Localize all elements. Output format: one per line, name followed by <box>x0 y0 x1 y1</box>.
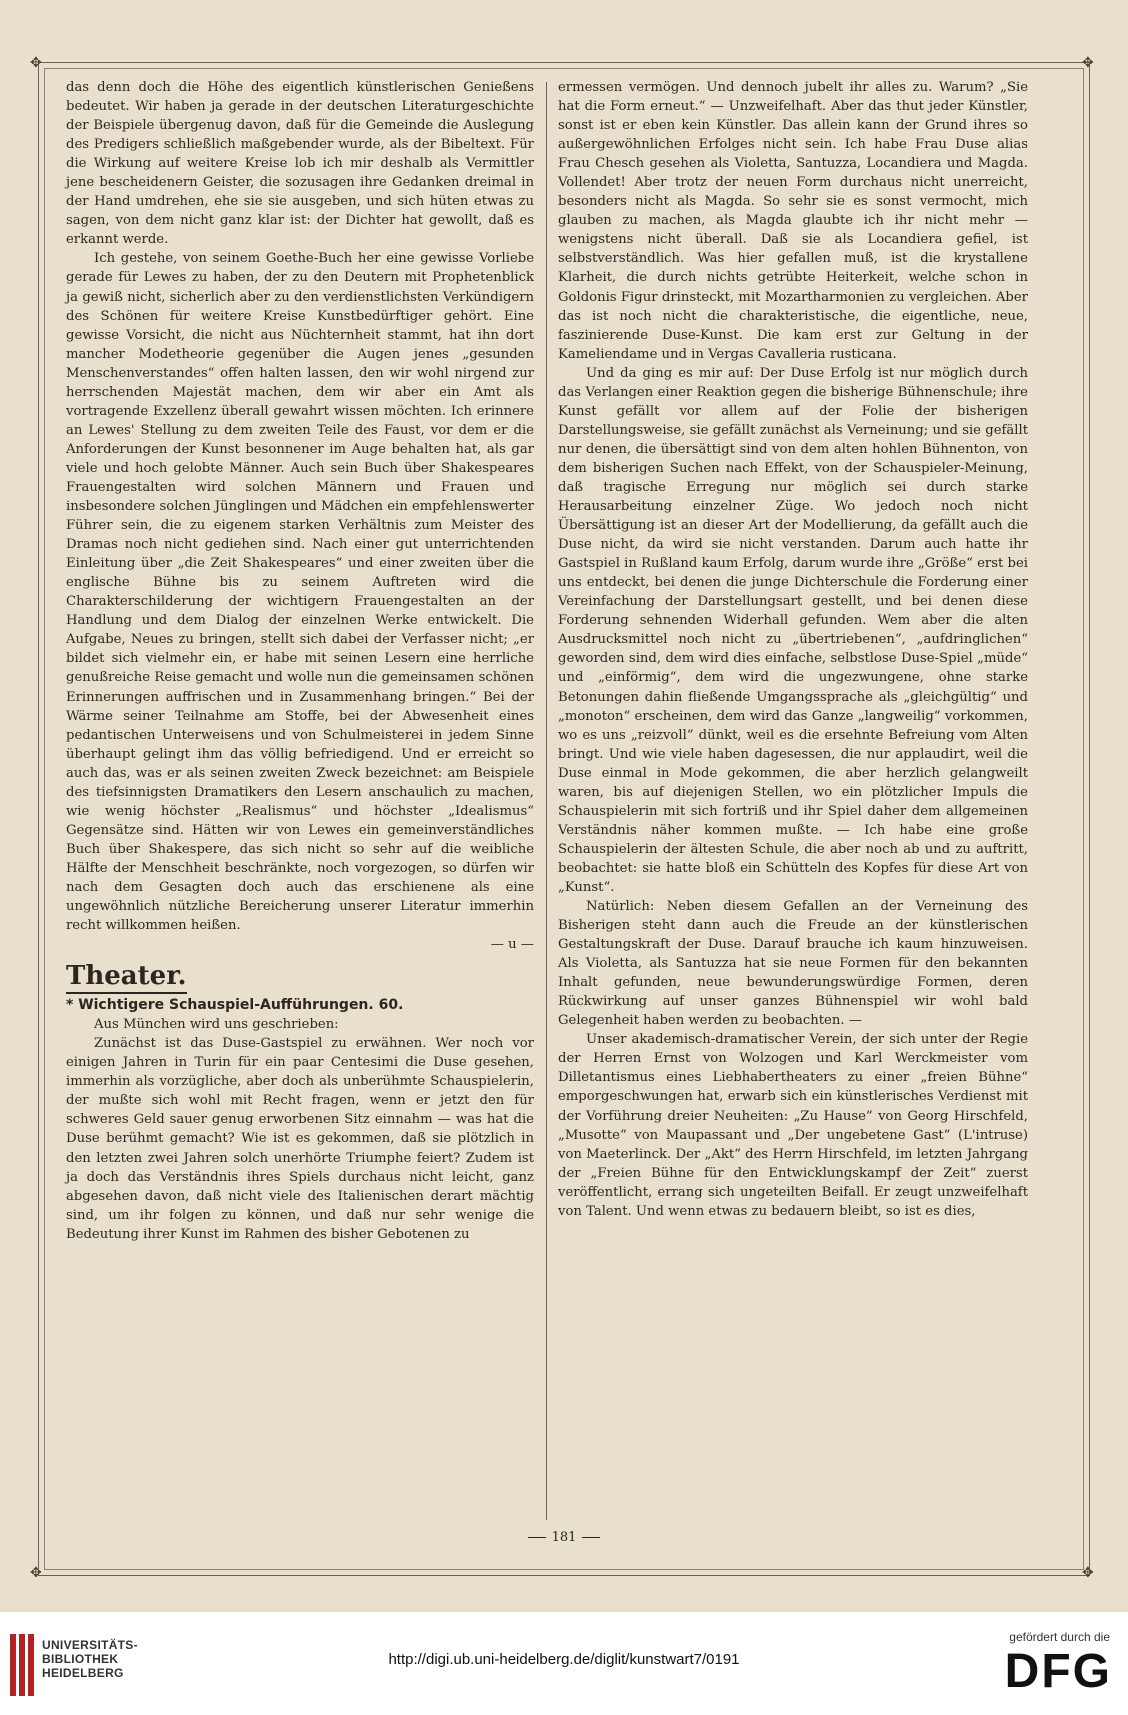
intro-line: Aus München wird uns geschrieben: <box>94 1017 339 1033</box>
paragraph: Ich gestehe, von seinem Goethe-Buch her eine gewisse Vorliebe gerade für Lewes zu haben, der zu den Deutern mit Prophetenblick ja gewiß nicht, sicherlich aber zu den verdienstlichsten Verkündigern des Schönen für weitere Kreise Kunstbedürftiger gehört. Eine gewisse Vorsicht, die nicht aus Nüchternheit stammt, hat ihn dort mancher Modetheorie gegenüber die Augen jenes „gesunden Menschenverstandes“ offen halten lassen, den wir wohl nirgend zur herrschenden Majestät machen, dem wir aber ein Amt als vortragende Exzellenz überall gewahrt wissen möchten. Ich erinnere an Lewes' Stellung zu dem zweiten Teile des Faust, vor dem er die Anforderungen der Kunst besonnener im Auge behalten hat, als gar viele und hoch gelobte Männer. Auch sein Buch über Shakespeares Frauengestalten wird solchen Männern und Frauen und insbesondere solchen Jünglingen und Mädchen ein empfehlenswerter Führer sein, die zu eigenem starken Verhältnis zum Meister des Dramas noch nicht gediehen sind. Nach einer gut unterrichtenden Einleitung über „die Zeit Shakespeares“ und einer zweiten über die englische Bühne bis zu seinem Auftreten wird die Charakterschilderung der wichtigern Frauengestalten an der Handlung und dem Dialog der einzelnen Werke entwickelt. Die Aufgabe, Neues zu bringen, stellt sich dabei der Verfasser nicht; „er bildet sich vielmehr ein, er habe mit seinen Lesern eine herrliche genußreiche Reise gemacht und wolle nun die gemeinsamen schönen Erinnerungen auffrischen und in Zusammenhang bringen.“ Bei der Wärme seiner Teilnahme am Stoffe, bei der Abwesenheit eines pedantischen Unterweisens und von Schulmeisterei in jedem Sinne überhaupt gelingt ihm das völlig befriedigend. Und er erreicht so auch das, was er als seinen zweiten Zweck bezeichnet: am Beispiele des tiefsinnigsten Dramatikers den Lesern anschaulich zu machen, wie wenig höchster „Realismus“ und höchster „Idealismus“ Gegensätze sind. Hätten wir von Lewes ein gemeinverständliches Buch über Shakespere, das sich nicht so sehr auf die weibliche Hälfte der Menschheit beschränkte, noch vorgezogen, so dürfen wir nach dem Gesagten doch auch das erschienene als eine ungewöhnlich nützliche Bereicherung unserer Literatur immerhin recht willkommen heißen. <box>66 251 534 934</box>
subheading: * Wichtigere Schauspiel-Aufführungen. 60. <box>66 997 404 1014</box>
paragraph: Zunächst ist das Duse-Gastspiel zu erwähnen. Wer noch vor einigen Jahren in Turin für ein paar Centesimi die Duse gesehen, immerhin als vorzügliche, aber doch als unberühmte Schauspielerin, der mußte sich wohl mit Recht fragen, wenn er jetzt den für schweres Geld sauer genug erworbenen Sitz einnahm — was hat die Duse berühmt gemacht? Wie ist es gekommen, daß sie plötzlich in den letzten zwei Jahren solch unerhörte Triumphe feiert? Zudem ist ja doch das Verständnis ihres Spiels durchaus nicht leicht, ganz abgesehen davon, daß nicht viele des Italienischen derart mächtig sind, um ihr folgen zu können, und daß nur sehr wenige die Bedeutung ihrer Kunst im Rahmen des bisher Gebotenen zu <box>66 1036 534 1242</box>
page-number <box>0 1530 1128 1545</box>
institution-line: HEIDELBERG <box>42 1666 124 1680</box>
viewer-footer <box>0 1612 1128 1715</box>
dfg-logo-icon: DFG <box>1004 1645 1112 1698</box>
corner-ornament-icon: ✥ <box>1082 55 1094 71</box>
paragraph: das denn doch die Höhe des eigentlich künstlerischen Genießens bedeutet. Wir haben ja gerade in der deutschen Literaturgeschichte der Beispiele übergenug davon, daß für die Gemeinde die Auslegung des Predigers schließlich maßgebender wurde, als der Bibeltext. Für die Wirkung auf weitere Kreise lob ich mir deshalb als Vermittler jene bescheidenern Geister, die sozusagen ihre Gedanken dreimal in der Hand umdrehen, ehe sie sie ausgeben, und sich hüten etwas zu sagen, von dem nicht ganz klar ist: der Dichter hat gewollt, daß es erkannt werde. <box>66 80 534 248</box>
right-column <box>558 78 1028 1221</box>
institution-line: BIBLIOTHEK <box>42 1652 119 1666</box>
funding-label: gefördert durch die <box>1009 1630 1110 1644</box>
section-heading: Theater. <box>66 960 187 994</box>
column-divider <box>546 82 547 1520</box>
corner-ornament-icon: ✥ <box>30 55 42 71</box>
corner-ornament-icon: ✥ <box>30 1565 42 1581</box>
corner-ornament-icon: ✥ <box>1082 1565 1094 1581</box>
author-signature: — u — <box>490 937 534 953</box>
paragraph: ermessen vermögen. Und dennoch jubelt ihr alles zu. Warum? „Sie hat die Form erneut.“ — Unzweifelhaft. Aber das thut jeder Künstler, sonst ist er eben kein Künstler. Das allein kann der Grund ihres so außergewöhnlichen Erfolges nicht sein. Ich habe Frau Duse alias Frau Chesch gesehen als Violetta, Santuzza, Locandiera und Magda. Vollendet! Aber trotz der neuen Form durchaus nicht unerreicht, besonders nicht als Magda. So sehr sie es sonst vermocht, mich glauben zu machen, als Magda glaubte ich ihr nicht mehr — wenigstens nicht überall. Daß sie als Locandiera gefiel, ist selbstverständlich. Was hier gefallen muß, ist die krystallene Klarheit, die durch nichts getrübte Heiterkeit, welche schon in Goldonis Figur drinsteckt, mit Mozartharmonien zu vergleichen. Aber das ist noch nicht die charakteristische, die eigentliche, neue, faszinierende Duse-Kunst. Die kam erst zur Geltung in der Kameliendame und in Vergas Cavalleria rusticana. <box>558 80 1028 362</box>
paragraph: Und da ging es mir auf: Der Duse Erfolg ist nur möglich durch das Verlangen einer Reaktion gegen die bisherige Bühnenschule; ihre Kunst gefällt vor allem auf der Folie der bisherigen Darstellungsweise, sie gefällt zunächst als Verneinung; und sie gefällt nur denen, die übersättigt sind von dem alten hohlen Bühnenton, von dem bisherigen Suchen nach Effekt, von der Schauspieler-Meinung, daß tragische Erregung nur möglich sei durch starke Herausarbeitung einzelner Züge. Wo jedoch noch nicht Übersättigung ist an dieser Art der Modellierung, da gefällt auch die Duse nicht, da wird sie nicht verstanden. Darum auch hatte ihr Gastspiel in Rußland kaum Erfolg, darum wurde ihre „Größe“ erst bei uns entdeckt, bei denen die junge Dichterschule die Forderung einer Vereinfachung der Darstellungsart gestellt, und bei denen diese Forderung sehnenden Widerhall gefunden. Wem aber die alten Ausdrucksmittel noch nicht zu „übertriebenen“, „aufdringlichen“ geworden sind, dem wird dies einfache, selbstlose Duse-Spiel „müde“ und „einförmig“, dem wird die ungezwungene, ohne starke Betonungen dahin fließende Umgangssprache als „gleichgültig“ und „monoton“ erscheinen, dem wird das Ganze „langweilig“ vorkommen, wo es uns „reizvoll“ dünkt, weil es die ersehnte Befreiung vom Alten bringt. Und wie viele haben dagesessen, die nur applaudirt, weil die Duse einmal in Mode gekommen, die aber herzlich gelangweilt waren, bis auf diejenigen Stellen, wo ein plötzlicher Impuls die Schauspielerin mit sich fortriß und ihr Spiel daher dem allgemeinen Verständnis näher kommen mußte. — Ich habe eine große Schauspielerin der ältesten Schule, die aber noch ab und zu auftritt, beobachtet: sie hatte bloß ein Schütteln des Kopfes für diese Art von „Kunst“. <box>558 365 1028 895</box>
left-column <box>66 78 534 1244</box>
source-url[interactable]: http://digi.ub.uni-heidelberg.de/diglit/kunstwart7/0191 <box>388 1651 740 1668</box>
paragraph: Natürlich: Neben diesem Gefallen an der Verneinung des Bisherigen steht dann auch die Freude an der künstlerischen Gestaltungskraft der Duse. Darauf brauche ich kaum hinzuweisen. Als Violetta, als Santuzza hat sie neue Formen für den bekannten Inhalt gefunden, neue bewunderungswürdige Formen, deren Rückwirkung auf unser ganzes Bühnenspiel wir wohl bald Gelegenheit haben werden zu beobachten. — <box>558 899 1028 1029</box>
page-number-text: 181 <box>551 1530 577 1545</box>
paragraph: Unser akademisch-dramatischer Verein, der sich unter der Regie der Herren Ernst von Wolzogen und Karl Werckmeister vom Dilletantismus eines Liebhabertheaters zu einer „freien Bühne“ emporgeschwungen hat, erwarb sich ein künstlerisches Verdienst mit der Vorführung dreier Neuheiten: „Zu Hause“ von Georg Hirschfeld, „Musotte“ von Maupassant und „Der ungebetene Gast“ (L'intruse) von Maeterlinck. Der „Akt“ des Herrn Hirschfeld, im letzten Jahrgang der „Freien Bühne für den Entwicklungskampf der Zeit“ zuerst veröffentlicht, errang sich ungeteilten Beifall. Er zeugt unzweifelhaft von Talent. Und wenn etwas zu bedauern bleibt, so ist es dies, <box>558 1032 1028 1219</box>
institution-line: UNIVERSITÄTS- <box>42 1638 138 1652</box>
